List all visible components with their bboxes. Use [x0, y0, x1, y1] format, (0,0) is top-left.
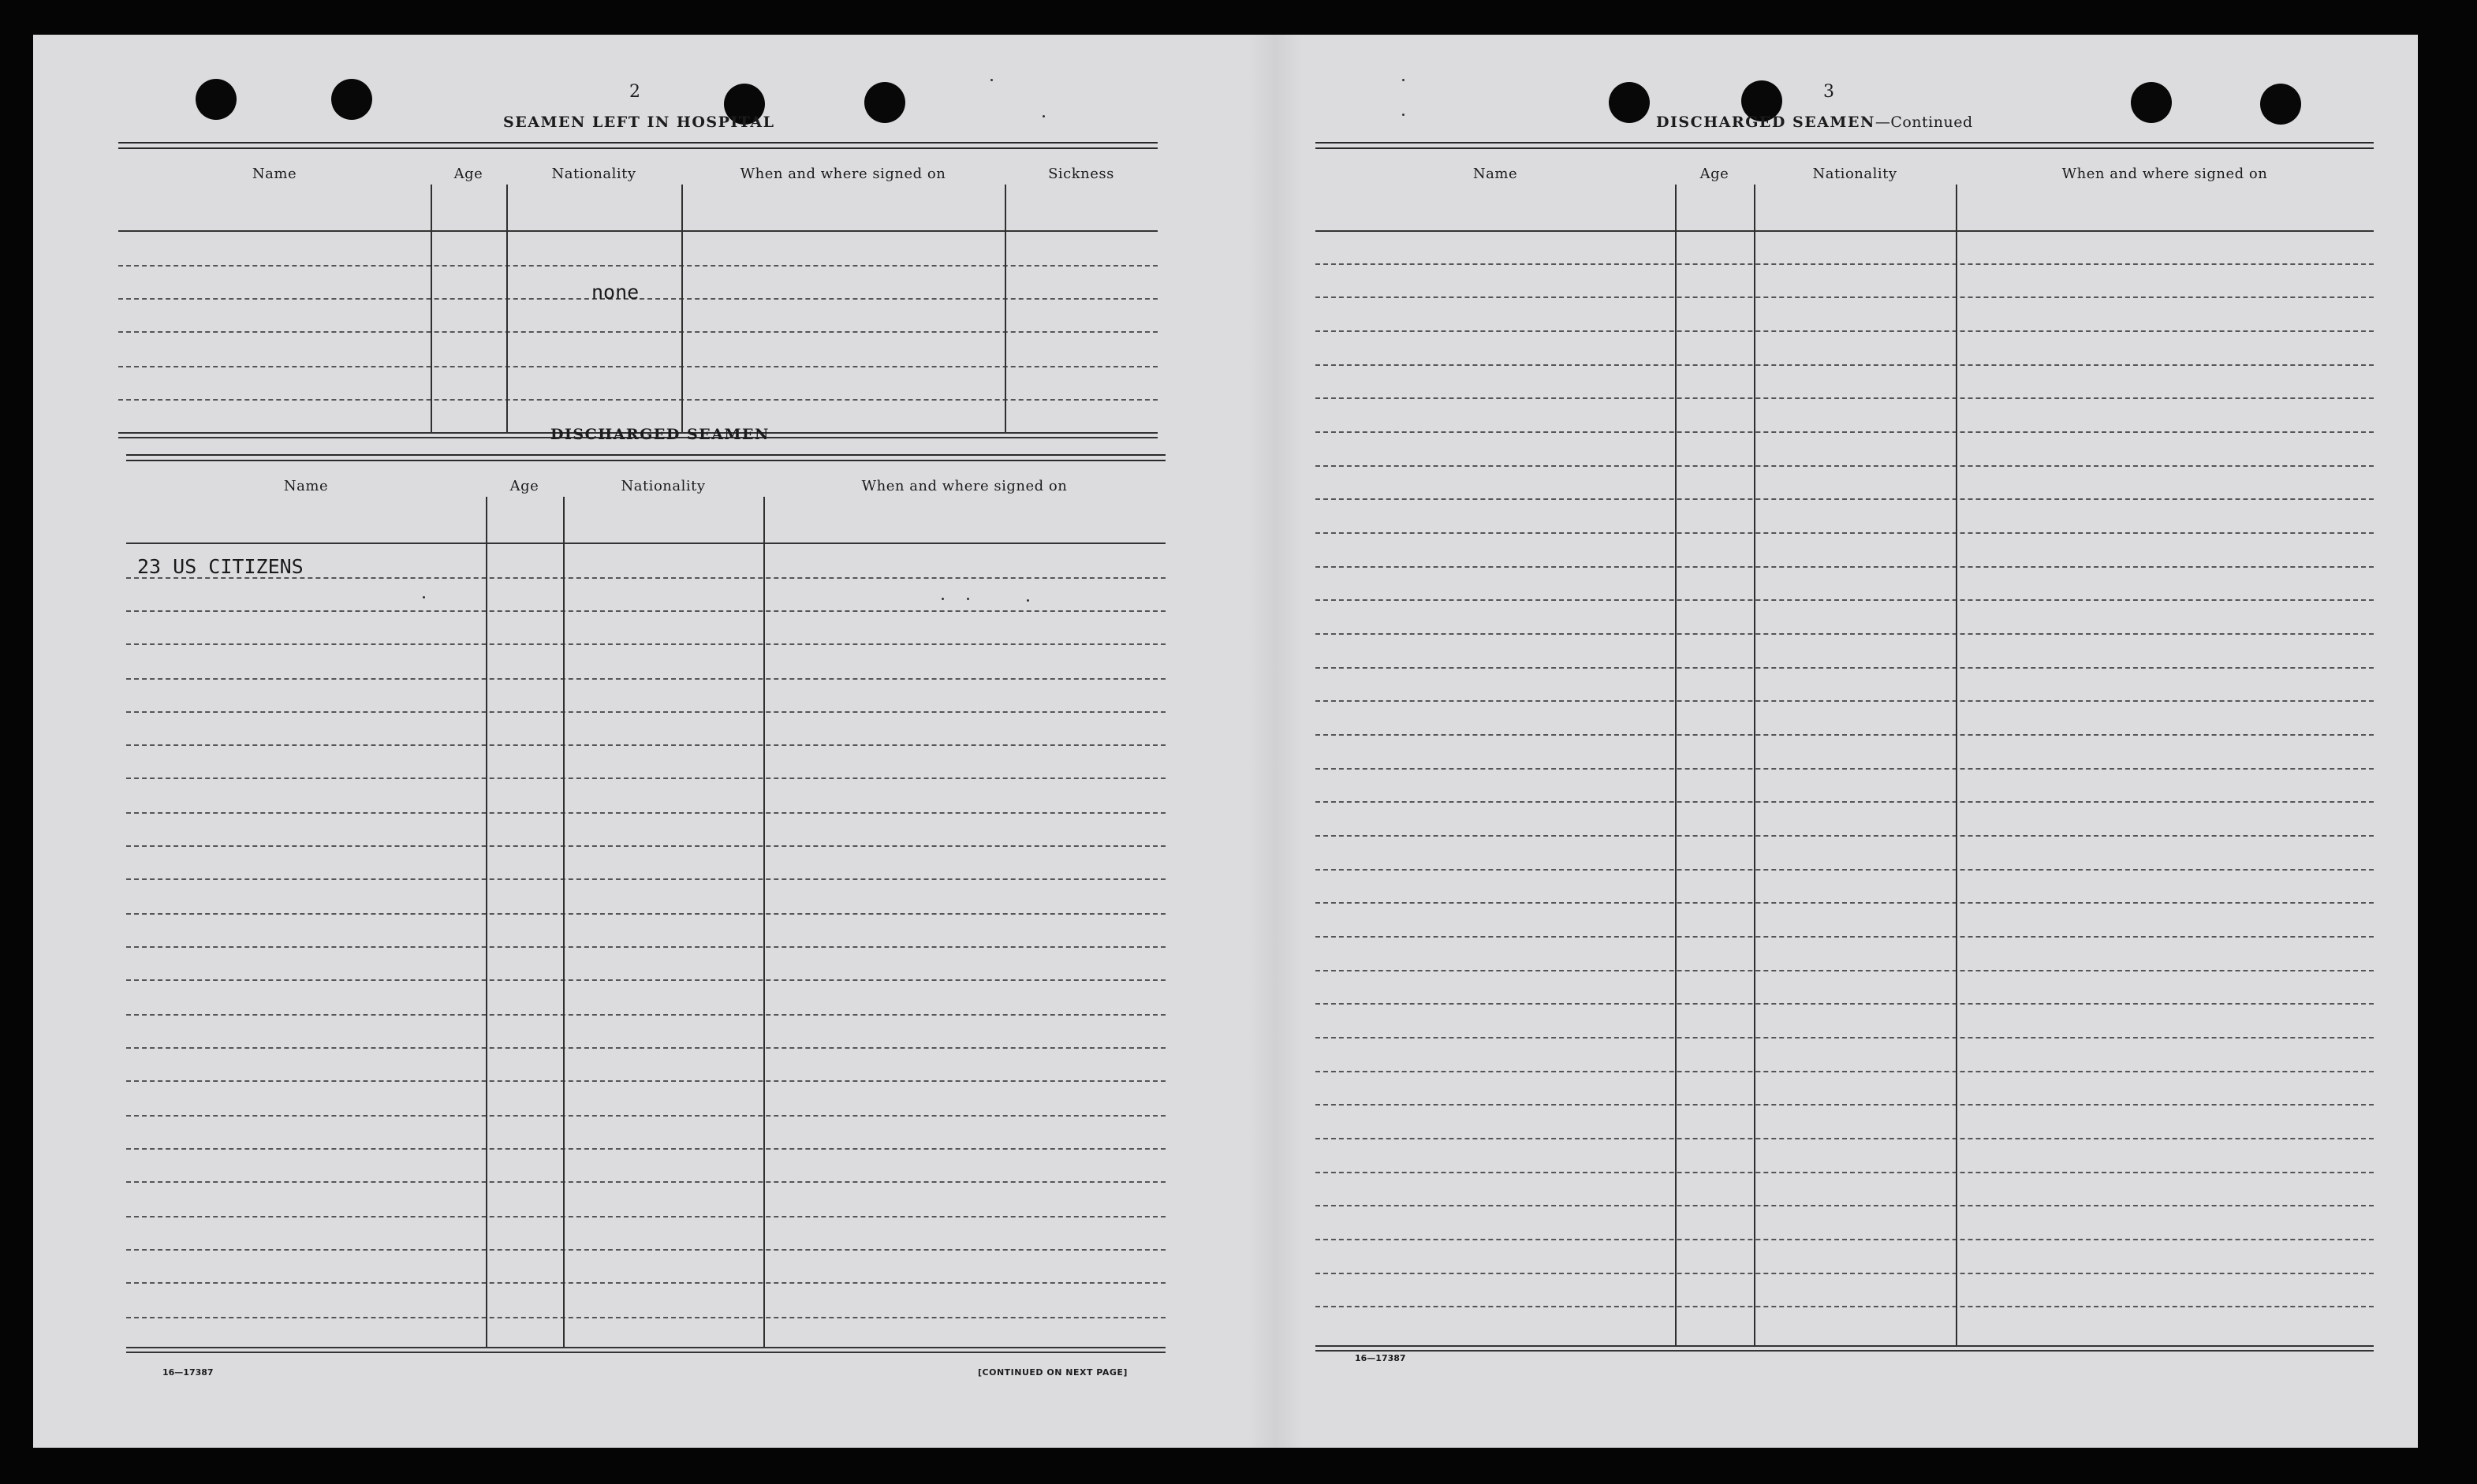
page-fold [1248, 35, 1303, 1448]
entry-line [1315, 801, 2374, 803]
discharged-continued-header-row [1315, 166, 2374, 182]
entry-line [1315, 1306, 2374, 1307]
entry-line [126, 946, 1166, 948]
entry-line [1315, 296, 2374, 298]
col-header-signed-on: When and where signed on [2061, 166, 2268, 182]
entry-line [1315, 768, 2374, 770]
entry-line [1315, 263, 2374, 265]
header-bottom-rule [126, 543, 1166, 544]
left-page-number: 2 [629, 82, 640, 102]
entry-line [1315, 869, 2374, 871]
entry-line [1315, 633, 2374, 635]
entry-line [126, 1014, 1166, 1016]
table-top-rule [118, 147, 1158, 149]
col-header-nationality: Nationality [551, 166, 636, 182]
column-divider [486, 497, 487, 1347]
right-form-number: 16—17387 [1355, 1353, 1406, 1363]
entry-line [126, 1115, 1166, 1117]
entry-line [126, 610, 1166, 612]
column-divider [1005, 185, 1006, 432]
table-top-rule [126, 454, 1166, 456]
entry-line [1315, 532, 2374, 534]
col-header-signed-on: When and where signed on [740, 166, 946, 182]
entry-line [1315, 330, 2374, 332]
entry-line [1315, 431, 2374, 433]
discharged-table-right [1315, 142, 2374, 1355]
col-header-name: Name [252, 166, 297, 182]
column-divider [563, 497, 565, 1347]
entry-line [126, 1216, 1166, 1217]
entry-line [1315, 1071, 2374, 1072]
speck [1043, 115, 1045, 117]
entry-line [1315, 599, 2374, 601]
punch-hole [2131, 82, 2172, 123]
speck [1402, 79, 1405, 81]
entry-line [126, 845, 1166, 847]
entry-line [1315, 970, 2374, 971]
entry-line [1315, 1205, 2374, 1206]
col-header-nationality: Nationality [621, 478, 706, 494]
entry-line [1315, 734, 2374, 736]
table-top-rule [118, 142, 1158, 144]
table-bottom-rule [126, 1347, 1166, 1348]
entry-line [1315, 1239, 2374, 1240]
entry-line [118, 331, 1158, 333]
entry-line [126, 1282, 1166, 1284]
column-divider [506, 185, 508, 432]
entry-line [1315, 498, 2374, 500]
discharged-section-title: DISCHARGED SEAMEN [550, 426, 770, 443]
entry-line [126, 744, 1166, 746]
entry-line [1315, 566, 2374, 568]
punch-hole [2260, 84, 2301, 125]
entry-line [1315, 902, 2374, 904]
entry-line [1315, 465, 2374, 467]
entry-line [118, 366, 1158, 367]
entry-line [126, 1047, 1166, 1049]
speck [1402, 114, 1405, 116]
header-bottom-rule [1315, 230, 2374, 232]
hospital-section-title: SEAMEN LEFT IN HOSPITAL [503, 114, 775, 131]
column-divider [1956, 185, 1957, 1345]
entry-line [126, 1181, 1166, 1183]
col-header-age: Age [453, 166, 483, 182]
entry-line [126, 878, 1166, 880]
entry-line [126, 979, 1166, 981]
entry-line [1315, 667, 2374, 669]
column-divider [431, 185, 432, 432]
entry-line [1315, 1037, 2374, 1038]
discharged-table-left [126, 454, 1166, 1355]
col-header-age: Age [1699, 166, 1729, 182]
entry-line [1315, 1138, 2374, 1139]
discharged-entry-count: 23 US CITIZENS [137, 555, 304, 578]
column-divider [1675, 185, 1677, 1345]
col-header-nationality: Nationality [1812, 166, 1897, 182]
punch-hole [331, 79, 372, 120]
entry-line [126, 643, 1166, 645]
discharged-continued-title [1656, 114, 1973, 131]
entry-line [126, 812, 1166, 814]
entry-line [126, 1317, 1166, 1318]
punch-hole [864, 82, 905, 123]
header-bottom-rule [118, 230, 1158, 232]
entry-line [1315, 835, 2374, 837]
col-header-sickness: Sickness [1048, 166, 1114, 182]
table-bottom-rule [1315, 1345, 2374, 1347]
entry-line [1315, 1003, 2374, 1005]
col-header-signed-on: When and where signed on [861, 478, 1068, 494]
punch-hole [196, 79, 237, 120]
col-header-name: Name [1472, 166, 1518, 182]
entry-line [1315, 1172, 2374, 1173]
entry-line [1315, 397, 2374, 399]
col-header-name: Name [283, 478, 329, 494]
hospital-header-row [118, 166, 1158, 182]
ledger-sheet [33, 35, 2418, 1448]
entry-line [118, 265, 1158, 267]
discharged-header-row [126, 478, 1166, 494]
entry-line [118, 399, 1158, 401]
entry-line [1315, 700, 2374, 702]
title-suffix: —Continued [1875, 114, 1973, 131]
entry-line [126, 1249, 1166, 1251]
punch-hole [1609, 82, 1650, 123]
entry-line [126, 777, 1166, 779]
table-top-rule [1315, 147, 2374, 149]
table-bottom-rule [126, 1352, 1166, 1353]
entry-line [1315, 936, 2374, 938]
entry-line [126, 711, 1166, 713]
table-bottom-rule [1315, 1350, 2374, 1352]
column-divider [1754, 185, 1755, 1345]
column-divider [763, 497, 765, 1347]
entry-line [1315, 1104, 2374, 1106]
table-top-rule [126, 460, 1166, 461]
table-top-rule [1315, 142, 2374, 144]
left-form-number: 16—17387 [162, 1367, 214, 1378]
continued-next-page-note: [CONTINUED ON NEXT PAGE] [978, 1367, 1128, 1378]
entry-line [126, 1148, 1166, 1150]
entry-line [1315, 364, 2374, 366]
speck [990, 79, 993, 81]
col-header-age: Age [509, 478, 539, 494]
entry-line [1315, 1273, 2374, 1274]
title-main: DISCHARGED SEAMEN [1656, 114, 1875, 131]
hospital-entry-none: none [591, 281, 640, 304]
entry-line [126, 678, 1166, 680]
column-divider [681, 185, 683, 432]
entry-line [126, 913, 1166, 915]
right-page-number: 3 [1823, 82, 1834, 102]
entry-line [126, 1080, 1166, 1082]
